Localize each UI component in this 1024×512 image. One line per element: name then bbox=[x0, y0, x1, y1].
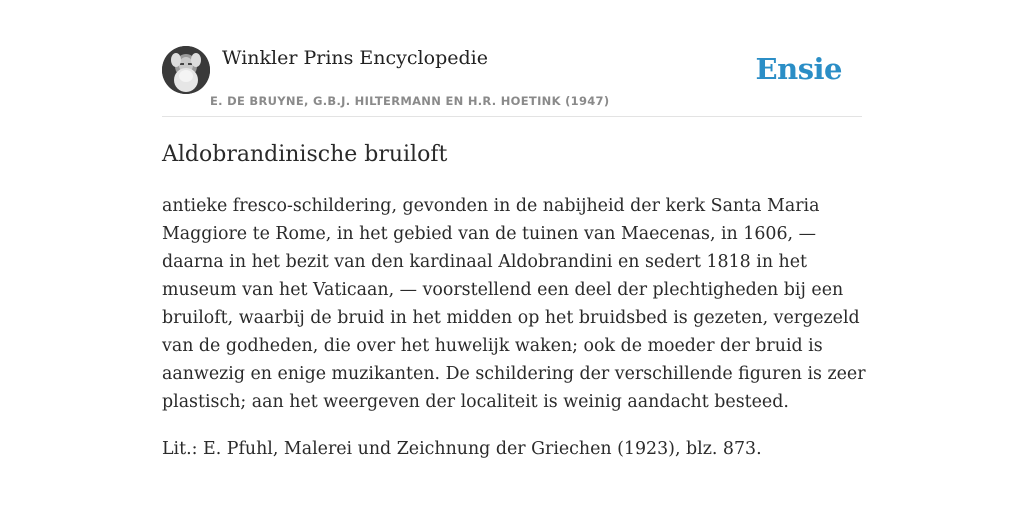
publication-title[interactable]: Winkler Prins Encyclopedie bbox=[222, 47, 488, 69]
author-portrait-icon bbox=[162, 46, 210, 94]
literature-reference: Lit.: E. Pfuhl, Malerei und Zeichnung der Griechen (1923), blz. 873. bbox=[162, 439, 762, 459]
article-body: antieke fresco-schildering, gevonden in de nabijheid der kerk Santa Maria Maggiore te Rome, in het gebied van de tuinen van Maecenas, in 1606, — daarna in het bezit van den kardinaal Aldobrandini en sedert 1818 in het museum van het Vaticaan, — voorstellend een deel der plechtigheden bij een bruiloft, waarbij de bruid in het midden op het bruidsbed is gezeten, vergezeld van de godheden, die over het huwelijk waken; ook de moeder der bruid is aanwezig en enige muzikanten. De schildering der verschillende figuren is zeer plastisch; aan het weergeven der localiteit is weinig aandacht besteed. bbox=[162, 196, 866, 412]
author-avatar bbox=[162, 46, 210, 94]
authors-line: E. DE BRUYNE, G.B.J. HILTERMANN EN H.R. HOETINK (1947) bbox=[210, 94, 610, 108]
encyclopedia-header bbox=[162, 46, 862, 117]
ensie-logo[interactable]: Ensie bbox=[755, 52, 842, 86]
article-title: Aldobrandinische bruiloft bbox=[162, 142, 448, 167]
